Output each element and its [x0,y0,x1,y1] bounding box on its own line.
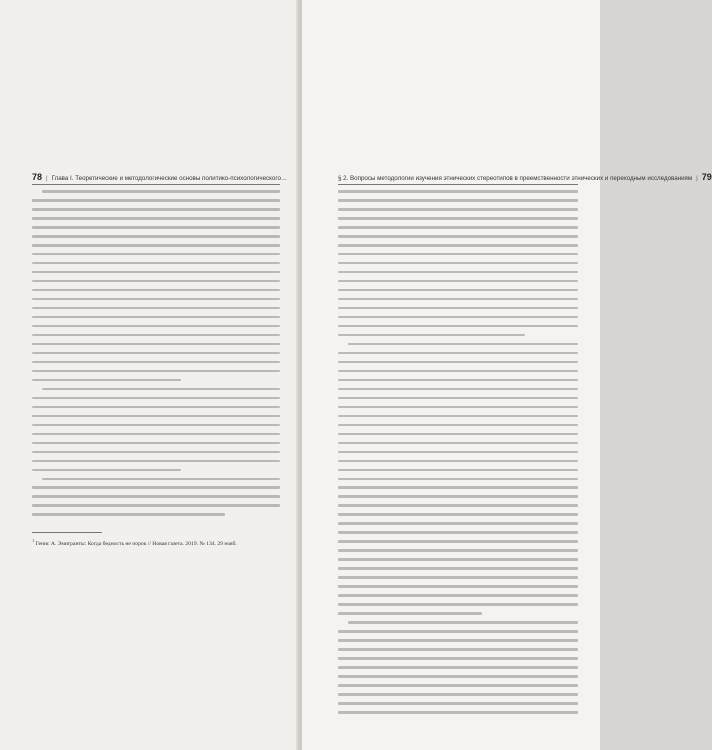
text-line [32,352,280,355]
left-page [0,0,298,750]
text-line [32,415,280,418]
text-line [32,253,280,256]
text-line [32,361,280,364]
text-line [338,253,578,256]
text-line [32,217,280,220]
text-line [338,495,578,498]
text-line [338,684,578,687]
text-line [338,513,578,516]
text-line [338,531,578,534]
text-line [32,486,280,489]
text-line [338,486,578,489]
text-line [32,504,280,507]
text-line [32,208,280,211]
text-line [338,307,578,310]
text-line [32,343,280,346]
text-line [338,424,578,427]
text-line [32,226,280,229]
text-line [338,451,578,454]
text-line [338,639,578,642]
text-line [338,549,578,552]
text-line [338,442,578,445]
text-line [338,289,578,292]
text-line [32,451,280,454]
text-line [32,397,280,400]
text-line [32,334,280,337]
text-line [32,316,280,319]
text-line [32,424,280,427]
left-page-number: 78 [32,172,43,182]
text-line [338,540,578,543]
text-line [32,370,280,373]
text-line [338,334,525,337]
text-line [338,190,578,193]
text-line [338,271,578,274]
text-line [338,711,578,714]
text-line [338,298,578,301]
right-page [302,0,712,750]
text-line [42,478,280,481]
footnote-rule [32,532,102,533]
text-line [338,361,578,364]
text-line [338,406,578,409]
text-line [338,379,578,382]
left-body-text [32,190,280,522]
header-separator: | [46,175,48,182]
text-line [338,603,578,606]
text-line [338,280,578,283]
text-line [338,244,578,247]
text-line [32,406,280,409]
text-line [338,702,578,705]
text-line [32,244,280,247]
text-line [338,217,578,220]
text-line [32,460,280,463]
text-line [338,397,578,400]
text-line [32,289,280,292]
text-line [42,388,280,391]
text-line [338,504,578,507]
text-line [32,442,280,445]
text-line [338,262,578,265]
text-line [32,433,280,436]
text-line [338,388,578,391]
left-header-rule [32,184,280,185]
text-line [338,370,578,373]
text-line [338,522,578,525]
text-line [338,478,578,481]
right-body-text [338,190,578,720]
text-line [338,630,578,633]
text-line [32,495,280,498]
header-separator: | [696,175,698,182]
text-line [338,235,578,238]
text-line [32,307,280,310]
text-line [338,612,482,615]
text-line [32,469,181,472]
text-line [32,262,280,265]
text-line [338,460,578,463]
text-line [32,199,280,202]
text-line [32,379,181,382]
footnote-text: Генис А. Эмигранты: Когда бедность не порок // Новая газета. 2019. № 134. 29 нояб. [35,540,237,547]
text-line [338,657,578,660]
text-line [338,325,578,328]
right-page-number: 79 [701,172,712,182]
text-line [42,190,280,193]
text-line [338,316,578,319]
text-line [338,648,578,651]
text-line [32,280,280,283]
text-line [338,352,578,355]
text-line [338,199,578,202]
footnote [32,537,280,548]
right-header-rule [338,184,578,185]
text-line [338,594,578,597]
text-line [338,469,578,472]
text-line [338,433,578,436]
text-line [338,567,578,570]
text-line [32,298,280,301]
right-running-header [338,171,712,183]
text-line [348,621,578,624]
text-line [338,576,578,579]
text-line [338,208,578,211]
text-line [338,585,578,588]
text-line [338,558,578,561]
text-line [338,415,578,418]
text-line [348,343,578,346]
left-running-header [32,171,288,183]
text-line [338,675,578,678]
right-header-title: § 2. Вопросы методологии изучения этнических стереотипов в преемственности этнических и переходным исследованиям [338,175,693,182]
text-line [32,235,280,238]
text-line [32,325,280,328]
text-line [338,693,578,696]
text-line [338,226,578,229]
text-line [32,513,225,516]
left-header-title: Глава I. Теоретические и методологические основы политико-психологического… [51,175,288,182]
text-line [32,271,280,274]
text-line [338,666,578,669]
footnote-marker: 1 [32,538,35,543]
